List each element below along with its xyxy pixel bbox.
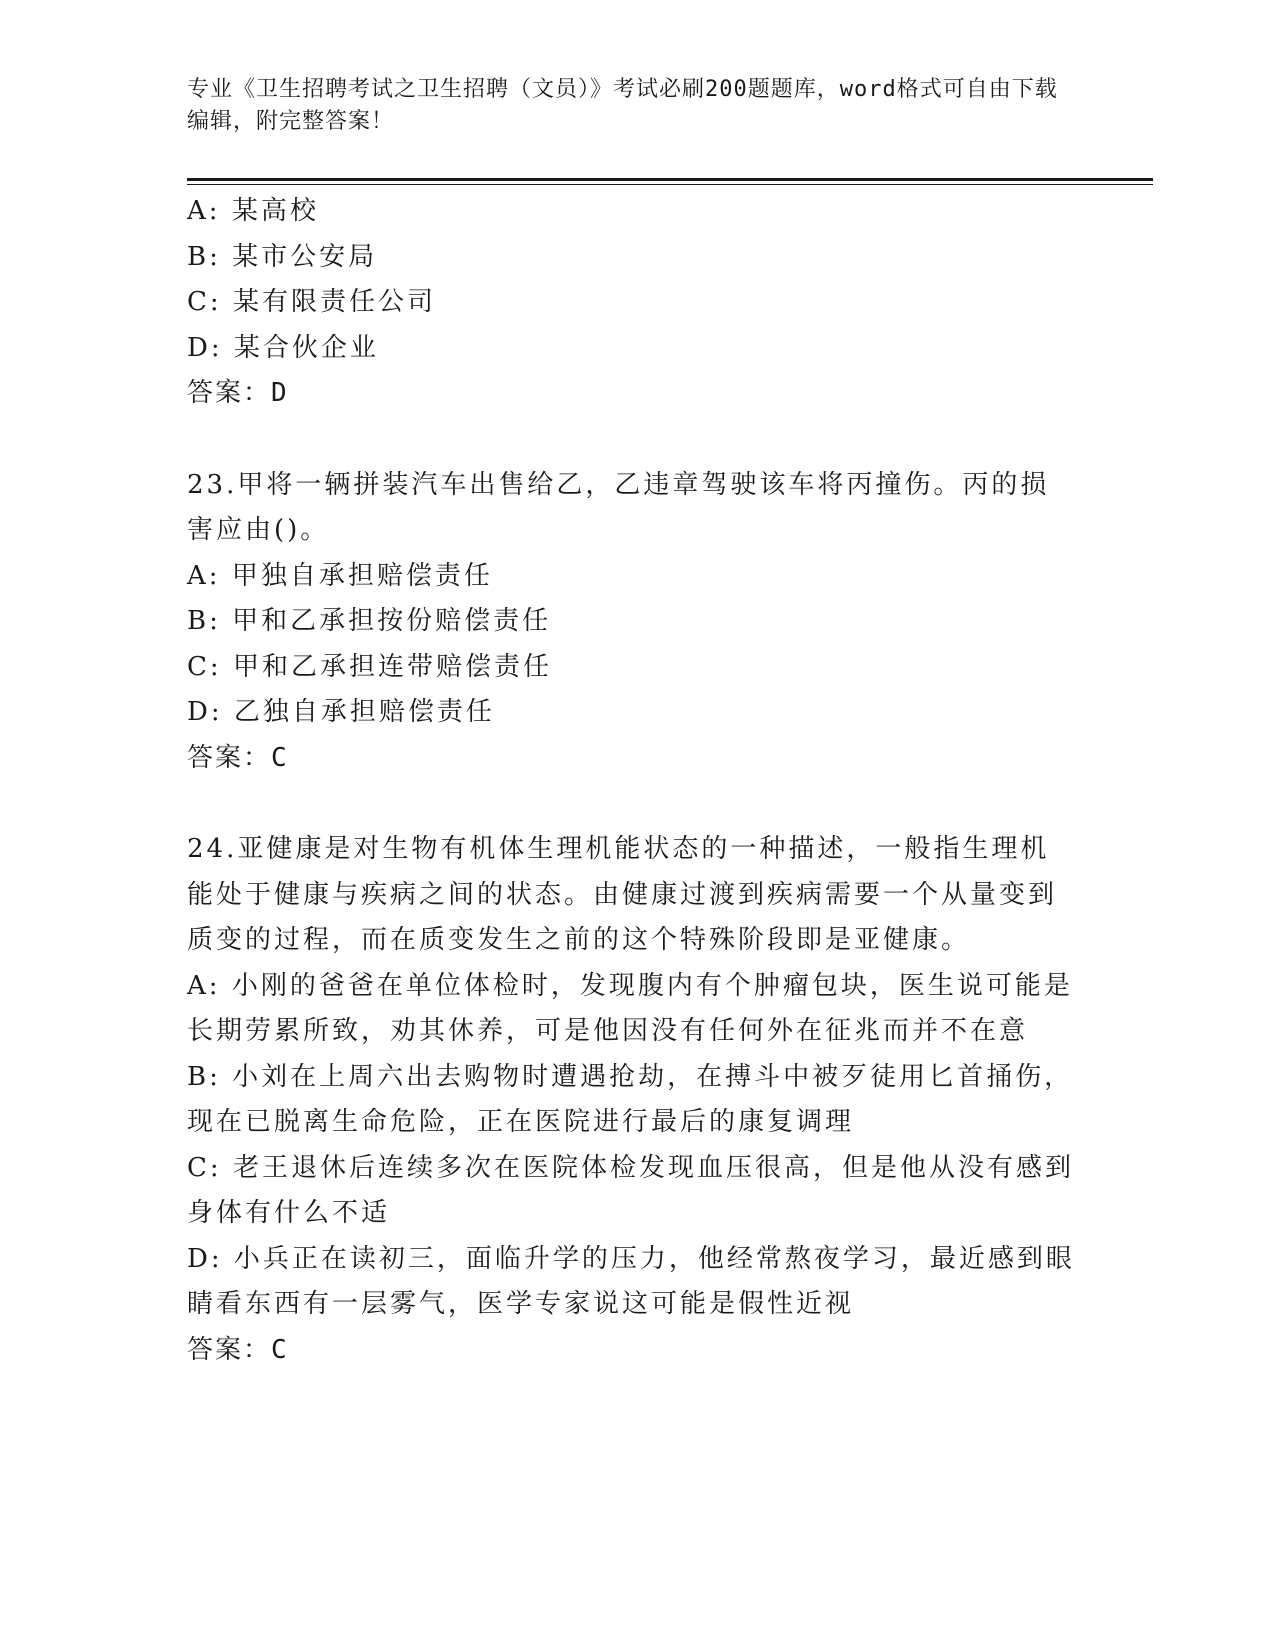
option-a: A: 甲独自承担赔偿责任 — [187, 560, 493, 591]
question-23-block — [187, 463, 1077, 782]
option-label: C — [187, 651, 210, 682]
option-text: 小兵正在读初三，面临升学的压力，他经常熬夜学习，最近感到眼睛看东西有一层雾气，医学专家说这可能是假性近视 — [187, 1243, 1075, 1319]
option-label: B — [187, 241, 210, 272]
option-text: 甲和乙承担按份赔偿责任 — [232, 606, 552, 636]
option-c: C: 某有限责任公司 — [187, 287, 436, 317]
question-stem: 24.亚健康是对生物有机体生理机能状态的一种描述，一般指生理机能处于健康与疾病之间的状态。由健康过渡到疾病需要一个从量变到质变的过程，而在质变发生之前的这个特殊阶段即是亚健康。 — [187, 834, 1058, 955]
option-c: C: 甲和乙承担连带赔偿责任 — [187, 651, 552, 682]
option-text: 小刘在上周六出去购物时遭遇抢劫，在搏斗中被歹徒用匕首捅伤，现在已脱离生命危险，正在医院进行最后的康复调理 — [187, 1061, 1074, 1137]
question-content — [187, 189, 1077, 1373]
option-label: B — [187, 606, 210, 636]
header-rule-thin — [187, 184, 1153, 185]
answer-label: 答案： — [187, 742, 272, 773]
option-label: A — [187, 560, 209, 591]
option-b: B: 甲和乙承担按份赔偿责任 — [187, 606, 552, 636]
option-c: C: 老王退休后连续多次在医院体检发现血压很高，但是他从没有感到身体有什么不适 — [187, 1152, 1074, 1228]
answer-value: C — [271, 1334, 287, 1365]
option-label: C — [187, 287, 210, 317]
option-label: B — [187, 1061, 210, 1092]
option-b: B: 某市公安局 — [187, 241, 378, 272]
answer-value: C — [271, 742, 287, 773]
answer-line — [187, 736, 1077, 782]
option-label: C — [187, 1152, 210, 1183]
option-b: B: 小刘在上周六出去购物时遭遇抢劫，在搏斗中被歹徒用匕首捅伤，现在已脱离生命危险，正在医院进行最后的康复调理 — [187, 1061, 1074, 1137]
option-label: D — [187, 332, 211, 363]
question-24-block — [187, 827, 1077, 1373]
option-text: 甲独自承担赔偿责任 — [231, 560, 493, 591]
option-d: D: 乙独自承担赔偿责任 — [187, 697, 495, 727]
option-text: 老王退休后连续多次在医院体检发现血压很高，但是他从没有感到身体有什么不适 — [187, 1152, 1074, 1228]
document-header: 专业《卫生招聘考试之卫生招聘（文员）》考试必刷200题题库，word格式可自由下载编辑，附完整答案！ — [187, 77, 1058, 134]
answer-value: D — [271, 378, 287, 408]
header-rule-thick — [187, 178, 1153, 181]
option-d: D: 小兵正在读初三，面临升学的压力，他经常熬夜学习，最近感到眼睛看东西有一层雾气，医学专家说这可能是假性近视 — [187, 1243, 1075, 1319]
option-label: A — [187, 196, 209, 226]
option-a: A: 小刚的爸爸在单位体检时，发现腹内有个肿瘤包块，医生说可能是长期劳累所致，劝其休养，可是他因没有任何外在征兆而并不在意 — [187, 970, 1073, 1046]
option-label: A — [187, 970, 209, 1001]
option-a: A: 某高校 — [187, 196, 319, 226]
question-22-block — [187, 189, 1077, 417]
option-text: 某合伙企业 — [233, 332, 379, 363]
question-stem: 23.甲将一辆拼装汽车出售给乙，乙违章驾驶该车将丙撞伤。丙的损害应由()。 — [187, 469, 1050, 545]
option-text: 某有限责任公司 — [232, 287, 436, 317]
option-text: 乙独自承担赔偿责任 — [233, 697, 495, 727]
option-text: 甲和乙承担连带赔偿责任 — [232, 651, 552, 682]
answer-line — [187, 1328, 1077, 1374]
answer-line — [187, 371, 1077, 417]
option-label: D — [187, 1243, 211, 1274]
option-text: 某高校 — [231, 196, 319, 226]
answer-label: 答案： — [187, 1334, 272, 1365]
option-d: D: 某合伙企业 — [187, 332, 379, 363]
option-text: 某市公安局 — [232, 241, 378, 272]
option-text: 小刚的爸爸在单位体检时，发现腹内有个肿瘤包块，医生说可能是长期劳累所致，劝其休养，可是他因没有任何外在征兆而并不在意 — [187, 970, 1073, 1046]
answer-label: 答案： — [187, 378, 272, 408]
option-label: D — [187, 697, 211, 727]
